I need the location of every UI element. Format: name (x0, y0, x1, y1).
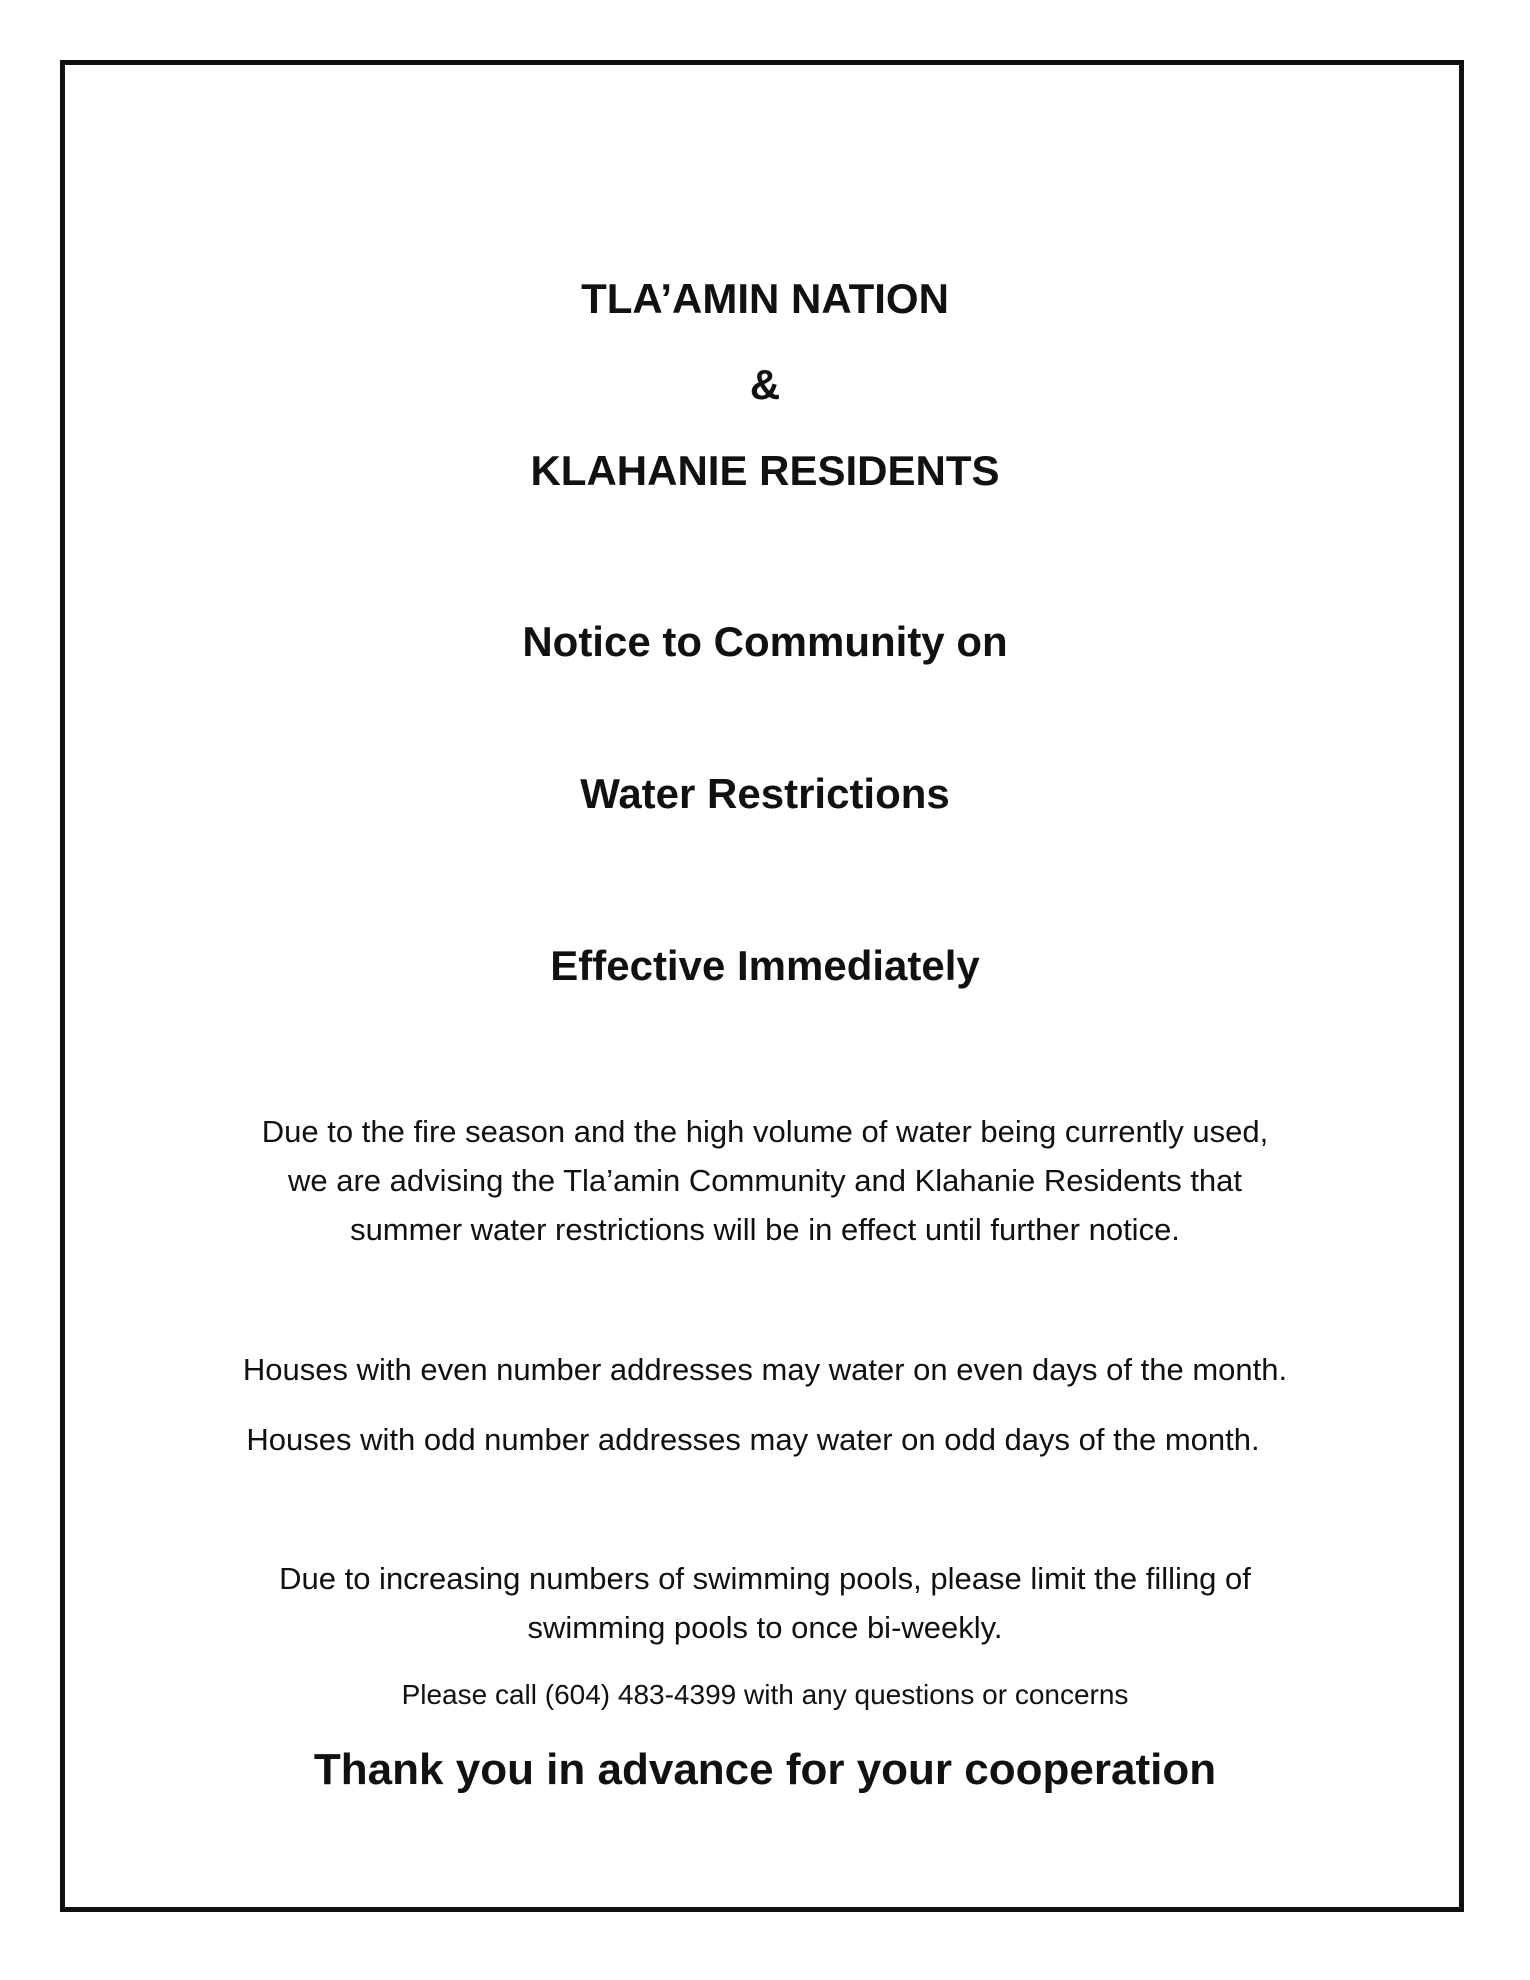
heading-klahanie-residents: KLAHANIE RESIDENTS (530, 447, 1000, 494)
subheading-effective-immediately: Effective Immediately (550, 942, 980, 989)
paragraph-pools-line-1: Due to increasing numbers of swimming pools, please limit the filling of (279, 1561, 1251, 1596)
rule-even-addresses: Houses with even number addresses may water on even days of the month. (242, 1352, 1288, 1387)
heading-tlaamin-nation: TLA’AMIN NATION (581, 275, 949, 322)
subheading-notice-to-community: Notice to Community on (522, 618, 1008, 665)
subheading-water-restrictions: Water Restrictions (580, 770, 950, 817)
paragraph-fire-season-line-2: we are advising the Tla’amin Community and Klahanie Residents that (287, 1163, 1243, 1198)
thank-you-closing: Thank you in advance for your cooperation (313, 1745, 1217, 1794)
heading-ampersand: & (749, 361, 781, 408)
paragraph-pools-line-2: swimming pools to once bi-weekly. (527, 1610, 1003, 1645)
contact-phone-line: Please call (604) 483-4399 with any questions or concerns (401, 1679, 1129, 1710)
paragraph-fire-season-line-1: Due to the fire season and the high volume of water being currently used, (261, 1114, 1269, 1149)
paragraph-fire-season-line-3: summer water restrictions will be in effect until further notice. (350, 1212, 1180, 1247)
rule-odd-addresses: Houses with odd number addresses may water on odd days of the month. (246, 1422, 1260, 1457)
